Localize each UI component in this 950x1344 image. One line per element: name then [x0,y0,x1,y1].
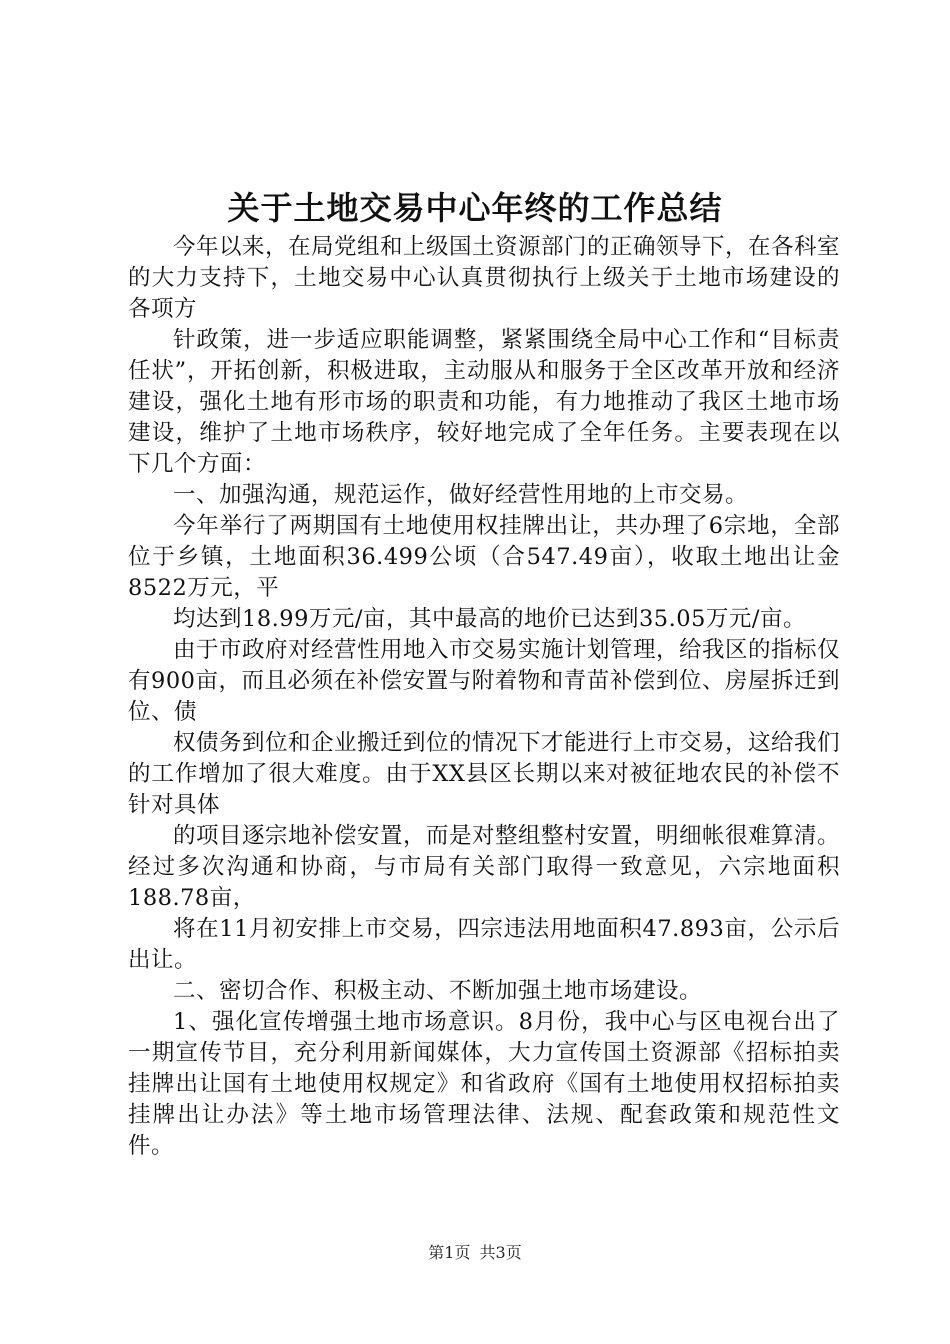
paragraph: 针政策，进一步适应职能调整，紧紧围绕全局中心工作和“目标责任状”，开拓创新，积极进取，主动服从和服务于全区改革开放和经济建设，强化土地有形市场的职责和功能，有力地推动了我区土地市场建设，维护了土地市场秩序，较好地完成了全年任务。主要表现在以下几个方面： [128,327,840,477]
paragraph: 将在11月初安排上市交易，四宗违法用地面积47.893亩，公示后出让。 [128,916,840,973]
page-total: 共3页 [479,1243,522,1262]
document-body [128,232,840,1162]
section-heading: 一、加强沟通，规范运作，做好经营性用地的上市交易。 [173,482,749,508]
page-number: 第1页 [428,1243,471,1262]
section-heading: 二、密切合作、积极主动、不断加强土地市场建设。 [173,978,703,1004]
paragraph: 1、强化宣传增强土地市场意识。8月份，我中心与区电视台出了一期宣传节目，充分利用新闻媒体，大力宣传国土资源部《招标拍卖挂牌出让国有土地使用权规定》和省政府《国有土地使用权招标拍卖挂牌出让办法》等土地市场管理法律、法规、配套政策和规范性文件。 [128,1009,840,1159]
document-title: 关于土地交易中心年终的工作总结 [227,189,723,227]
page-footer [0,1242,950,1264]
paragraph: 今年以来，在局党组和上级国土资源部门的正确领导下，在各科室的大力支持下，土地交易中心认真贯彻执行上级关于土地市场建设的各项方 [128,234,841,322]
paragraph: 均达到18.99万元/亩，其中最高的地价已达到35.05万元/亩。 [173,606,806,632]
paragraph: 由于市政府对经营性用地入市交易实施计划管理，给我区的指标仅有900亩，而且必须在补偿安置与附着物和青苗补偿到位、房屋拆迁到位、债 [128,637,841,725]
paragraph: 今年举行了两期国有土地使用权挂牌出让，共办理了6宗地，全部位于乡镇，土地面积36.499公顷（合547.49亩），收取土地出让金8522万元，平 [128,513,840,601]
paragraph: 权债务到位和企业搬迁到位的情况下才能进行上市交易，这给我们的工作增加了很大难度。由于XX县区长期以来对被征地农民的补偿不针对具体 [128,730,841,818]
paragraph: 的项目逐宗地补偿安置，而是对整组整村安置，明细帐很难算清。经过多次沟通和协商，与市局有关部门取得一致意见，六宗地面积188.78亩， [128,823,841,911]
